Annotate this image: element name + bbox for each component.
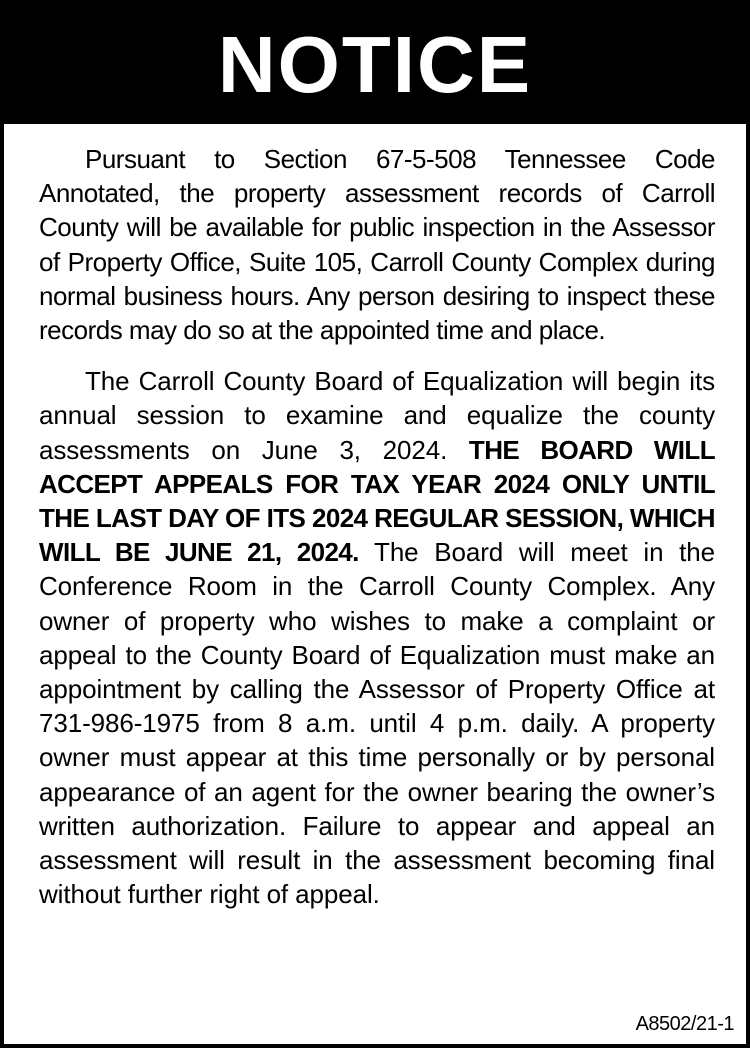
notice-body bbox=[39, 142, 715, 911]
title-banner bbox=[4, 4, 746, 124]
ad-code: A8502/21-1 bbox=[635, 1013, 734, 1035]
session-details-text: The Board will meet in the Conference Room in the Carroll County Complex. Any owner of property who wishes to make a complaint or appeal to the County Board of Equalization must make an appointment by calling the Assessor of Property Office at 731-986-1975 from 8 a.m. until 4 p.m. daily. A property owner must appear at this time personally or by personal appearance of an agent for the owner bearing the owner’s written authorization. Failure to appear and appeal an assessment will result in the assessment becoming final without further right of appeal. bbox=[39, 537, 715, 910]
appeal-deadline-text: THE BOARD WILL ACCEPT APPEALS FOR TAX YEAR 2024 ONLY UNTIL THE LAST DAY OF ITS 2024 REGULAR SESSION, WHICH WILL BE JUNE 21, 2024. bbox=[39, 434, 715, 568]
paragraph-board-session bbox=[39, 364, 715, 911]
notice-title: NOTICE bbox=[217, 20, 533, 109]
session-intro-text: The Carroll County Board of Equalization will begin its annual session to examine and equalize the county assessments on June 3, 2024. bbox=[39, 366, 715, 465]
paragraph-inspection: Pursuant to Section 67-5-508 Tennessee Code Annotated, the property assessment records of Carroll County will be available for public inspection in the Assessor of Property Office, Suite 105, Carroll County Complex during normal business hours. Any person desiring to inspect these records may do so at the appointed time and place. bbox=[39, 144, 715, 346]
